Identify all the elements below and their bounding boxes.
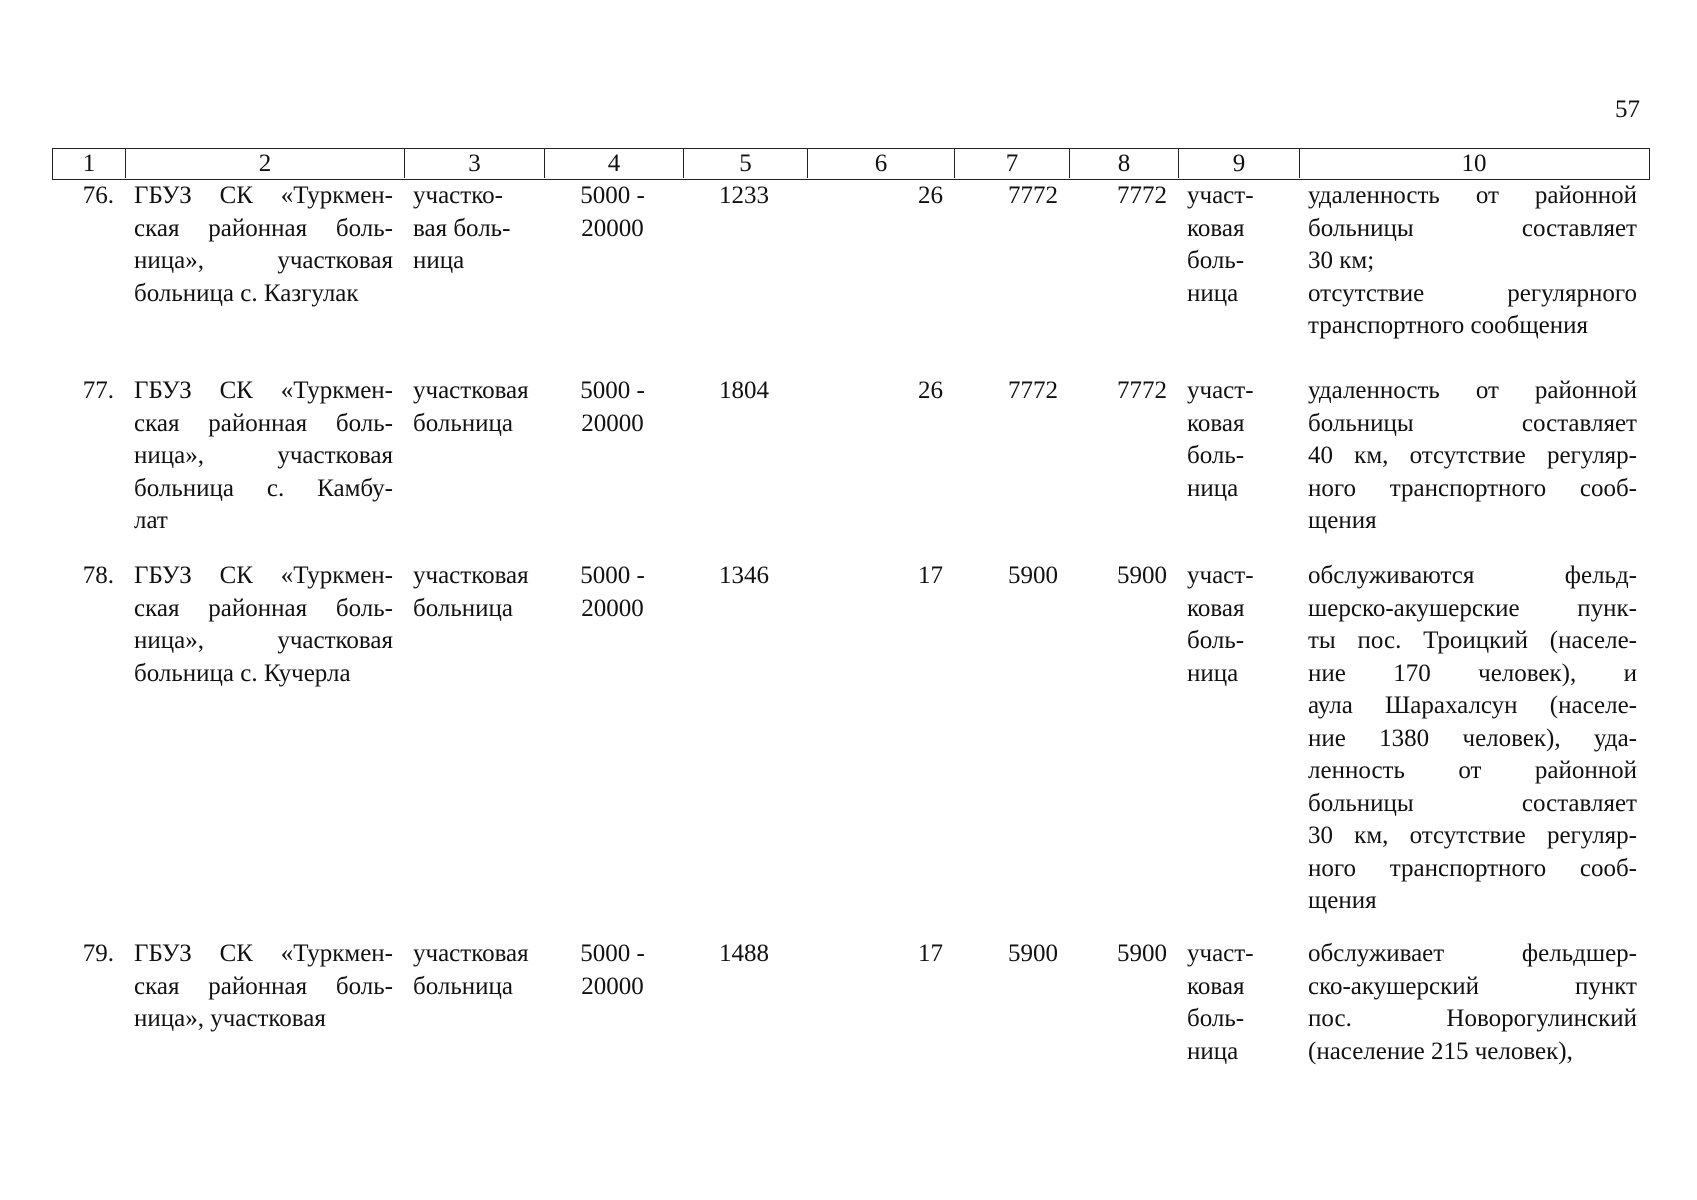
facility-type-line: участко-: [413, 182, 503, 209]
population-range: [543, 180, 682, 245]
population-range: [543, 560, 682, 625]
population-range-line: 20000: [581, 409, 644, 437]
header-col-4: 4: [544, 149, 683, 178]
col6-value: 17: [918, 940, 943, 967]
col8-value: 7772: [1117, 377, 1167, 404]
col6-value: 26: [918, 182, 943, 209]
justification-note-line: ние 170 человек), и: [1308, 659, 1637, 687]
facility-kind-line: ница: [1187, 279, 1239, 307]
facility-type-line: участковая: [413, 377, 529, 404]
justification-note: [1298, 938, 1647, 1068]
justification-note-line: пос. Новорогулинский: [1308, 1005, 1637, 1032]
institution-name-line: ская районная боль-: [134, 214, 393, 242]
justification-note-line: обслуживает фельдшер-: [1308, 940, 1637, 967]
facility-kind-line: ковая: [1187, 409, 1245, 437]
population-range-line: 20000: [581, 594, 644, 622]
institution-name-line: ГБУЗ СК «Туркмен-: [134, 562, 393, 589]
col8-value: 5900: [1117, 940, 1167, 967]
institution-name-line: ГБУЗ СК «Туркмен-: [134, 940, 393, 967]
page-number: 57: [1615, 96, 1640, 123]
justification-note-line: ско-акушерский пункт: [1308, 972, 1637, 1000]
facility-type-line: вая боль-: [413, 214, 511, 242]
population-range-line: 5000 -: [580, 377, 645, 404]
institution-name-line: больница с. Казгулак: [134, 279, 359, 307]
col5-value: 1233: [719, 182, 769, 209]
header-col-6: 6: [807, 149, 954, 178]
justification-note-line: ты пос. Троицкий (населе-: [1308, 627, 1637, 654]
col7-value: 7772: [1008, 377, 1058, 404]
header-col-5: 5: [683, 149, 807, 178]
facility-type: [403, 560, 543, 625]
facility-type-line: участковая: [413, 940, 529, 967]
facility-kind-line: боль-: [1187, 442, 1245, 469]
justification-note-line: аула Шарахалсун (населе-: [1308, 692, 1637, 719]
population-range-line: 5000 -: [580, 940, 645, 967]
institution-name-line: ская районная боль-: [134, 594, 393, 622]
institution-name-line: ница», участковая: [134, 247, 393, 274]
population-range-line: 5000 -: [580, 562, 645, 589]
facility-kind-line: участ-: [1187, 940, 1254, 967]
population-range-line: 20000: [581, 214, 644, 242]
facility-kind: [1177, 938, 1298, 1068]
justification-note-line: 40 км, отсутствие регуляр-: [1308, 442, 1637, 469]
header-col-10: 10: [1299, 149, 1648, 178]
facility-kind-line: боль-: [1187, 247, 1245, 274]
facility-kind: [1177, 180, 1298, 310]
row-number: 76.: [82, 182, 114, 209]
institution-name: [124, 375, 403, 538]
table-header: [52, 148, 1650, 180]
population-range-line: 20000: [581, 972, 644, 1000]
col8-value: 5900: [1117, 562, 1167, 589]
justification-note: [1298, 375, 1647, 538]
facility-kind-line: ница: [1187, 1037, 1239, 1065]
row-number: 78.: [82, 562, 114, 589]
col5-value: 1346: [719, 562, 769, 589]
facility-type: [403, 180, 543, 278]
facility-type: [403, 375, 543, 440]
facility-kind-line: участ-: [1187, 182, 1254, 209]
justification-note-line: больницы составляет: [1308, 409, 1637, 437]
population-range: [543, 938, 682, 1003]
col6-value: 17: [918, 562, 943, 589]
institution-name-line: ница», участковая: [134, 627, 393, 654]
facility-type-line: участковая: [413, 562, 529, 589]
justification-note-line: ного транспортного сооб-: [1308, 854, 1637, 882]
justification-note-line: ного транспортного сооб-: [1308, 474, 1637, 502]
justification-note-line: ние 1380 человек), уда-: [1308, 724, 1637, 752]
institution-name-line: лат: [134, 507, 168, 534]
justification-note: [1298, 560, 1647, 918]
facility-kind-line: ница: [1187, 474, 1239, 502]
justification-note-line: щения: [1308, 507, 1377, 534]
header-col-7: 7: [954, 149, 1069, 178]
facility-type-line: больница: [413, 972, 513, 1000]
header-col-2: 2: [125, 149, 404, 178]
justification-note-line: (население 215 человек),: [1308, 1037, 1573, 1065]
facility-kind-line: ница: [1187, 659, 1239, 687]
justification-note: [1298, 180, 1647, 343]
facility-type-line: ница: [413, 247, 465, 274]
institution-name: [124, 560, 403, 690]
institution-name-line: ская районная боль-: [134, 409, 393, 437]
justification-note-line: удаленность от районной: [1308, 182, 1637, 209]
col7-value: 7772: [1008, 182, 1058, 209]
col7-value: 5900: [1008, 940, 1058, 967]
population-range: [543, 375, 682, 440]
col6-value: 26: [918, 377, 943, 404]
col7-value: 5900: [1008, 562, 1058, 589]
facility-kind-line: ковая: [1187, 594, 1245, 622]
facility-kind-line: участ-: [1187, 377, 1254, 404]
justification-note-line: транспортного сообщения: [1308, 312, 1588, 339]
col5-value: 1488: [719, 940, 769, 967]
justification-note-line: 30 км, отсутствие регуляр-: [1308, 822, 1637, 849]
institution-name-line: ГБУЗ СК «Туркмен-: [134, 182, 393, 209]
header-col-9: 9: [1178, 149, 1299, 178]
justification-note-line: 30 км;: [1308, 247, 1375, 274]
col5-value: 1804: [719, 377, 769, 404]
facility-type-line: больница: [413, 594, 513, 622]
justification-note-line: обслуживаются фельд-: [1308, 562, 1637, 589]
justification-note-line: больницы составляет: [1308, 214, 1637, 242]
header-col-3: 3: [404, 149, 544, 178]
justification-note-line: шерско-акушерские пунк-: [1308, 594, 1637, 622]
institution-name: [124, 180, 403, 310]
header-col-1: 1: [82, 150, 96, 177]
justification-note-line: больницы составляет: [1308, 789, 1637, 817]
row-number: 79.: [82, 940, 114, 967]
facility-type: [403, 938, 543, 1003]
justification-note-line: ленность от районной: [1308, 757, 1637, 784]
facility-kind-line: ковая: [1187, 214, 1245, 242]
header-col-8: 8: [1069, 149, 1178, 178]
institution-name: [124, 938, 403, 1036]
institution-name-line: больница с. Камбу-: [134, 474, 393, 502]
facility-kind-line: боль-: [1187, 627, 1245, 654]
justification-note-line: удаленность от районной: [1308, 377, 1637, 404]
row-number: 77.: [82, 377, 114, 404]
facility-kind-line: ковая: [1187, 972, 1245, 1000]
justification-note-line: отсутствие регулярного: [1308, 279, 1637, 307]
institution-name-line: ница», участковая: [134, 442, 393, 469]
facility-kind-line: участ-: [1187, 562, 1254, 589]
facility-kind-line: боль-: [1187, 1005, 1245, 1032]
institution-name-line: ГБУЗ СК «Туркмен-: [134, 377, 393, 404]
facility-kind: [1177, 375, 1298, 505]
facility-kind: [1177, 560, 1298, 690]
institution-name-line: ница», участковая: [134, 1005, 326, 1032]
population-range-line: 5000 -: [580, 182, 645, 209]
institution-name-line: ская районная боль-: [134, 972, 393, 1000]
facility-type-line: больница: [413, 409, 513, 437]
col8-value: 7772: [1117, 182, 1167, 209]
institution-name-line: больница с. Кучерла: [134, 659, 351, 687]
justification-note-line: щения: [1308, 887, 1377, 914]
